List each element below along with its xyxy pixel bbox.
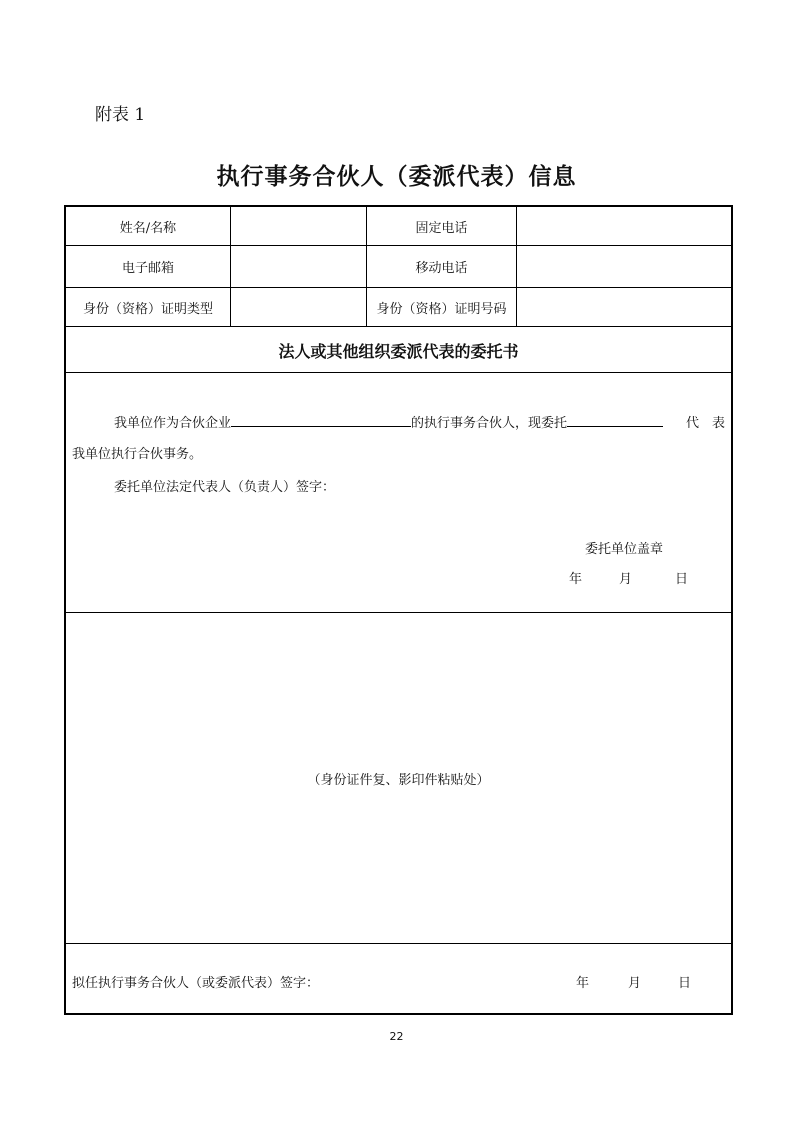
row-divider xyxy=(66,943,731,944)
mobile-label: 移动电话 xyxy=(415,261,468,276)
mobile-field[interactable] xyxy=(517,246,731,287)
id-type-label: 身份（资格）证明类型 xyxy=(82,301,213,317)
info-form xyxy=(64,205,733,1015)
landline-field[interactable] xyxy=(517,207,731,245)
authorization-section-title: 法人或其他组织委派代表的委托书 xyxy=(278,341,519,361)
name-field[interactable] xyxy=(231,207,366,245)
authorization-line-1 xyxy=(114,412,663,431)
id-copy-label: （身份证件复、影印件粘贴处） xyxy=(307,772,490,788)
legal-rep-signature-line[interactable]: 委托单位法定代表人（负责人）签字： xyxy=(114,480,336,495)
email-label: 电子邮箱 xyxy=(121,261,174,276)
delegate-name-blank[interactable] xyxy=(567,412,663,427)
id-type-field[interactable] xyxy=(231,288,366,326)
id-number-label: 身份（资格）证明号码 xyxy=(376,301,507,317)
authorization-date[interactable] xyxy=(569,568,688,587)
appendix-label: 附表 1 xyxy=(95,105,146,125)
partnership-name-blank[interactable] xyxy=(231,412,411,427)
partner-signature-label[interactable]: 拟任执行事务合伙人（或委派代表）签字： xyxy=(72,976,320,991)
authorization-line-2: 我单位执行合伙事务。 xyxy=(72,447,203,462)
email-field[interactable] xyxy=(231,246,366,287)
seal-label: 委托单位盖章 xyxy=(585,542,664,557)
row-divider xyxy=(66,372,731,373)
date-year: 年 xyxy=(576,976,590,991)
partner-signature-date[interactable] xyxy=(576,972,691,991)
row-divider xyxy=(66,326,731,327)
page-title: 执行事务合伙人（委派代表）信息 xyxy=(216,164,577,190)
page-number: 22 xyxy=(389,1030,404,1043)
authorization-text-3: 代 表 xyxy=(686,416,726,431)
landline-label: 固定电话 xyxy=(415,220,468,236)
name-label: 姓名/名称 xyxy=(119,220,177,236)
authorization-text-2: 的执行事务合伙人，现委托 xyxy=(411,416,568,431)
id-number-field[interactable] xyxy=(517,288,731,326)
date-day: 日 xyxy=(678,976,692,991)
date-month: 月 xyxy=(628,976,642,991)
authorization-text-1: 我单位作为合伙企业 xyxy=(114,416,232,431)
id-copy-paste-area xyxy=(66,613,731,943)
date-year: 年 xyxy=(569,572,583,587)
date-day: 日 xyxy=(675,572,689,587)
date-month: 月 xyxy=(619,572,633,587)
